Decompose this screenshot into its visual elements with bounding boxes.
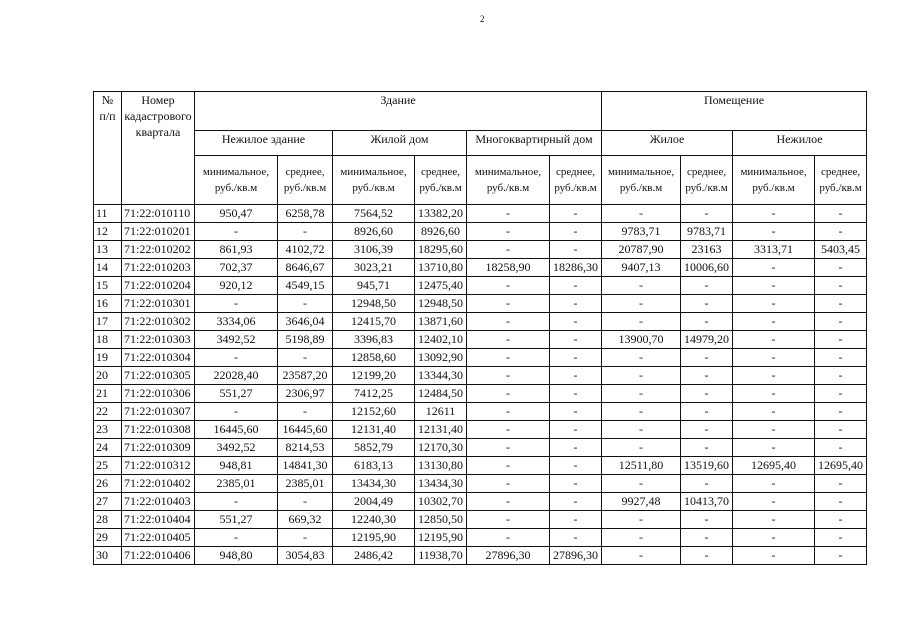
- header-num: № п/п: [94, 92, 122, 205]
- value-cell: 5852,79: [333, 439, 415, 457]
- row-number-cell: 12: [94, 223, 122, 241]
- value-cell: -: [467, 223, 550, 241]
- row-number-cell: 18: [94, 331, 122, 349]
- quarter-cell: 71:22:010303: [122, 331, 195, 349]
- table-row: [94, 241, 867, 259]
- value-cell: -: [550, 277, 602, 295]
- value-cell: -: [815, 385, 867, 403]
- value-cell: -: [733, 511, 815, 529]
- value-cell: -: [467, 241, 550, 259]
- value-cell: -: [602, 385, 681, 403]
- value-cell: -: [815, 421, 867, 439]
- value-cell: 13434,30: [415, 475, 467, 493]
- value-cell: -: [550, 295, 602, 313]
- table-row: [94, 403, 867, 421]
- value-cell: -: [733, 331, 815, 349]
- value-cell: 13434,30: [333, 475, 415, 493]
- value-cell: 12170,30: [415, 439, 467, 457]
- header-building: Здание: [195, 92, 602, 131]
- row-number-cell: 16: [94, 295, 122, 313]
- value-cell: 20787,90: [602, 241, 681, 259]
- header-avg: среднее, руб./кв.м: [278, 156, 333, 205]
- row-number-cell: 11: [94, 205, 122, 223]
- row-number-cell: 28: [94, 511, 122, 529]
- table-row: [94, 313, 867, 331]
- value-cell: -: [815, 259, 867, 277]
- value-cell: -: [550, 205, 602, 223]
- value-cell: 10413,70: [681, 493, 733, 511]
- row-number-cell: 30: [94, 547, 122, 565]
- value-cell: -: [815, 367, 867, 385]
- value-cell: 12131,40: [333, 421, 415, 439]
- value-cell: 12858,60: [333, 349, 415, 367]
- value-cell: 2306,97: [278, 385, 333, 403]
- value-cell: -: [815, 403, 867, 421]
- header-min: минимальное, руб./кв.м: [467, 156, 550, 205]
- value-cell: -: [602, 295, 681, 313]
- table-row: [94, 367, 867, 385]
- value-cell: -: [550, 313, 602, 331]
- value-cell: 6258,78: [278, 205, 333, 223]
- quarter-cell: 71:22:010305: [122, 367, 195, 385]
- value-cell: -: [733, 529, 815, 547]
- value-cell: -: [195, 295, 278, 313]
- value-cell: -: [681, 421, 733, 439]
- value-cell: -: [815, 511, 867, 529]
- row-number-cell: 15: [94, 277, 122, 295]
- value-cell: -: [815, 493, 867, 511]
- header-min: минимальное, руб./кв.м: [333, 156, 415, 205]
- value-cell: 9783,71: [681, 223, 733, 241]
- header-residential-house: Жилой дом: [333, 131, 467, 156]
- row-number-cell: 29: [94, 529, 122, 547]
- row-number-cell: 17: [94, 313, 122, 331]
- value-cell: -: [815, 205, 867, 223]
- value-cell: -: [550, 529, 602, 547]
- quarter-cell: 71:22:010202: [122, 241, 195, 259]
- value-cell: 920,12: [195, 277, 278, 295]
- value-cell: 13382,20: [415, 205, 467, 223]
- value-cell: 9783,71: [602, 223, 681, 241]
- value-cell: -: [602, 403, 681, 421]
- header-apartment-building: Многоквартирный дом: [467, 131, 602, 156]
- row-number-cell: 26: [94, 475, 122, 493]
- quarter-cell: 71:22:010306: [122, 385, 195, 403]
- value-cell: 13344,30: [415, 367, 467, 385]
- value-cell: -: [681, 295, 733, 313]
- value-cell: 2004,49: [333, 493, 415, 511]
- value-cell: 669,32: [278, 511, 333, 529]
- value-cell: 23587,20: [278, 367, 333, 385]
- value-cell: -: [467, 277, 550, 295]
- value-cell: -: [467, 313, 550, 331]
- quarter-cell: 71:22:010201: [122, 223, 195, 241]
- header-min: минимальное, руб./кв.м: [195, 156, 278, 205]
- value-cell: -: [278, 403, 333, 421]
- row-number-cell: 13: [94, 241, 122, 259]
- value-cell: -: [602, 205, 681, 223]
- value-cell: -: [681, 547, 733, 565]
- value-cell: -: [467, 475, 550, 493]
- value-cell: 27896,30: [550, 547, 602, 565]
- value-cell: -: [550, 331, 602, 349]
- value-cell: -: [467, 367, 550, 385]
- table-row: [94, 421, 867, 439]
- table-row: [94, 349, 867, 367]
- value-cell: -: [467, 205, 550, 223]
- value-cell: 13092,90: [415, 349, 467, 367]
- header-avg: среднее, руб./кв.м: [550, 156, 602, 205]
- value-cell: -: [550, 493, 602, 511]
- value-cell: -: [195, 403, 278, 421]
- table-row: [94, 529, 867, 547]
- table-header: [94, 92, 867, 205]
- header-premises: Помещение: [602, 92, 867, 131]
- quarter-cell: 71:22:010402: [122, 475, 195, 493]
- value-cell: -: [467, 421, 550, 439]
- value-cell: 12131,40: [415, 421, 467, 439]
- value-cell: 948,80: [195, 547, 278, 565]
- value-cell: -: [550, 241, 602, 259]
- value-cell: -: [602, 547, 681, 565]
- value-cell: 12695,40: [815, 457, 867, 475]
- table-body: [94, 205, 867, 565]
- value-cell: 12240,30: [333, 511, 415, 529]
- value-cell: -: [550, 385, 602, 403]
- value-cell: 12402,10: [415, 331, 467, 349]
- value-cell: -: [733, 223, 815, 241]
- value-cell: 13519,60: [681, 457, 733, 475]
- value-cell: -: [467, 493, 550, 511]
- value-cell: -: [815, 547, 867, 565]
- page-number: 2: [480, 14, 485, 24]
- value-cell: -: [681, 313, 733, 331]
- value-cell: 3313,71: [733, 241, 815, 259]
- value-cell: 14841,30: [278, 457, 333, 475]
- quarter-cell: 71:22:010309: [122, 439, 195, 457]
- value-cell: -: [467, 439, 550, 457]
- header-nonresidential-building: Нежилое здание: [195, 131, 333, 156]
- value-cell: -: [550, 367, 602, 385]
- value-cell: -: [815, 529, 867, 547]
- value-cell: 13130,80: [415, 457, 467, 475]
- table-row: [94, 547, 867, 565]
- value-cell: 18295,60: [415, 241, 467, 259]
- table-row: [94, 385, 867, 403]
- value-cell: -: [681, 511, 733, 529]
- value-cell: -: [195, 349, 278, 367]
- value-cell: 8646,67: [278, 259, 333, 277]
- value-cell: -: [815, 277, 867, 295]
- row-number-cell: 27: [94, 493, 122, 511]
- value-cell: -: [815, 349, 867, 367]
- table-row: [94, 439, 867, 457]
- value-cell: -: [467, 331, 550, 349]
- table-row: [94, 457, 867, 475]
- table-row: [94, 331, 867, 349]
- value-cell: 23163: [681, 241, 733, 259]
- value-cell: 551,27: [195, 385, 278, 403]
- row-number-cell: 21: [94, 385, 122, 403]
- value-cell: -: [815, 331, 867, 349]
- value-cell: -: [733, 547, 815, 565]
- header-quarter: Номер кадастрового квартала: [122, 92, 195, 205]
- value-cell: -: [733, 475, 815, 493]
- value-cell: -: [550, 475, 602, 493]
- value-cell: -: [602, 511, 681, 529]
- quarter-cell: 71:22:010301: [122, 295, 195, 313]
- value-cell: 3106,39: [333, 241, 415, 259]
- value-cell: -: [195, 223, 278, 241]
- value-cell: -: [278, 295, 333, 313]
- value-cell: -: [550, 403, 602, 421]
- value-cell: 3334,06: [195, 313, 278, 331]
- value-cell: 16445,60: [195, 421, 278, 439]
- value-cell: -: [550, 457, 602, 475]
- value-cell: -: [733, 349, 815, 367]
- cadastral-value-table: [93, 91, 867, 565]
- value-cell: -: [681, 205, 733, 223]
- header-nonresidential-premises: Нежилое: [733, 131, 867, 156]
- value-cell: 945,71: [333, 277, 415, 295]
- row-number-cell: 22: [94, 403, 122, 421]
- value-cell: -: [550, 349, 602, 367]
- value-cell: -: [733, 493, 815, 511]
- value-cell: -: [681, 385, 733, 403]
- value-cell: 12195,90: [415, 529, 467, 547]
- value-cell: 22028,40: [195, 367, 278, 385]
- header-min: минимальное, руб./кв.м: [733, 156, 815, 205]
- value-cell: 3396,83: [333, 331, 415, 349]
- value-cell: 8926,60: [333, 223, 415, 241]
- value-cell: 861,93: [195, 241, 278, 259]
- row-number-cell: 24: [94, 439, 122, 457]
- value-cell: -: [815, 223, 867, 241]
- value-cell: -: [195, 529, 278, 547]
- value-cell: 950,47: [195, 205, 278, 223]
- value-cell: 12948,50: [333, 295, 415, 313]
- table-row: [94, 205, 867, 223]
- value-cell: -: [681, 277, 733, 295]
- quarter-cell: 71:22:010304: [122, 349, 195, 367]
- value-cell: -: [602, 367, 681, 385]
- table-row: [94, 223, 867, 241]
- value-cell: 9927,48: [602, 493, 681, 511]
- value-cell: 551,27: [195, 511, 278, 529]
- value-cell: -: [602, 277, 681, 295]
- value-cell: 13871,60: [415, 313, 467, 331]
- value-cell: 13900,70: [602, 331, 681, 349]
- row-number-cell: 19: [94, 349, 122, 367]
- value-cell: -: [550, 223, 602, 241]
- value-cell: -: [278, 223, 333, 241]
- quarter-cell: 71:22:010403: [122, 493, 195, 511]
- value-cell: -: [550, 439, 602, 457]
- value-cell: 16445,60: [278, 421, 333, 439]
- value-cell: 12948,50: [415, 295, 467, 313]
- value-cell: 948,81: [195, 457, 278, 475]
- value-cell: 8926,60: [415, 223, 467, 241]
- value-cell: -: [602, 529, 681, 547]
- value-cell: -: [733, 439, 815, 457]
- value-cell: 12511,80: [602, 457, 681, 475]
- value-cell: -: [733, 259, 815, 277]
- value-cell: 8214,53: [278, 439, 333, 457]
- table-row: [94, 493, 867, 511]
- value-cell: 13710,80: [415, 259, 467, 277]
- value-cell: -: [815, 475, 867, 493]
- value-cell: 5403,45: [815, 241, 867, 259]
- value-cell: 12695,40: [733, 457, 815, 475]
- quarter-cell: 71:22:010406: [122, 547, 195, 565]
- value-cell: -: [815, 439, 867, 457]
- value-cell: 4549,15: [278, 277, 333, 295]
- value-cell: 12415,70: [333, 313, 415, 331]
- value-cell: -: [195, 493, 278, 511]
- value-cell: -: [733, 385, 815, 403]
- value-cell: -: [681, 529, 733, 547]
- value-cell: -: [467, 457, 550, 475]
- value-cell: 18258,90: [467, 259, 550, 277]
- value-cell: -: [602, 349, 681, 367]
- quarter-cell: 71:22:010302: [122, 313, 195, 331]
- value-cell: 4102,72: [278, 241, 333, 259]
- value-cell: 12475,40: [415, 277, 467, 295]
- value-cell: -: [733, 403, 815, 421]
- value-cell: 3492,52: [195, 331, 278, 349]
- table-row: [94, 511, 867, 529]
- value-cell: 2486,42: [333, 547, 415, 565]
- value-cell: 10302,70: [415, 493, 467, 511]
- value-cell: -: [467, 295, 550, 313]
- value-cell: 12195,90: [333, 529, 415, 547]
- value-cell: 2385,01: [278, 475, 333, 493]
- value-cell: 702,37: [195, 259, 278, 277]
- value-cell: -: [602, 439, 681, 457]
- value-cell: -: [815, 313, 867, 331]
- value-cell: -: [278, 349, 333, 367]
- value-cell: -: [602, 421, 681, 439]
- value-cell: -: [467, 511, 550, 529]
- value-cell: -: [467, 403, 550, 421]
- value-cell: 12199,20: [333, 367, 415, 385]
- quarter-cell: 71:22:010312: [122, 457, 195, 475]
- value-cell: -: [602, 313, 681, 331]
- value-cell: -: [815, 295, 867, 313]
- value-cell: 3646,04: [278, 313, 333, 331]
- value-cell: -: [550, 421, 602, 439]
- header-avg: среднее, руб./кв.м: [681, 156, 733, 205]
- value-cell: 6183,13: [333, 457, 415, 475]
- value-cell: 12611: [415, 403, 467, 421]
- value-cell: -: [733, 205, 815, 223]
- value-cell: -: [550, 511, 602, 529]
- quarter-cell: 71:22:010204: [122, 277, 195, 295]
- value-cell: -: [681, 349, 733, 367]
- value-cell: -: [733, 295, 815, 313]
- value-cell: -: [602, 475, 681, 493]
- value-cell: -: [733, 421, 815, 439]
- value-cell: 7564,52: [333, 205, 415, 223]
- header-avg: среднее, руб./кв.м: [415, 156, 467, 205]
- value-cell: -: [681, 439, 733, 457]
- value-cell: -: [681, 367, 733, 385]
- quarter-cell: 71:22:010308: [122, 421, 195, 439]
- table-row: [94, 259, 867, 277]
- value-cell: -: [733, 313, 815, 331]
- value-cell: 9407,13: [602, 259, 681, 277]
- row-number-cell: 23: [94, 421, 122, 439]
- value-cell: -: [278, 493, 333, 511]
- value-cell: -: [467, 385, 550, 403]
- value-cell: 3492,52: [195, 439, 278, 457]
- quarter-cell: 71:22:010110: [122, 205, 195, 223]
- value-cell: 12484,50: [415, 385, 467, 403]
- value-cell: -: [681, 403, 733, 421]
- value-cell: -: [733, 277, 815, 295]
- value-cell: 14979,20: [681, 331, 733, 349]
- value-cell: 10006,60: [681, 259, 733, 277]
- quarter-cell: 71:22:010404: [122, 511, 195, 529]
- value-cell: 12850,50: [415, 511, 467, 529]
- quarter-cell: 71:22:010203: [122, 259, 195, 277]
- row-number-cell: 25: [94, 457, 122, 475]
- quarter-cell: 71:22:010307: [122, 403, 195, 421]
- value-cell: 18286,30: [550, 259, 602, 277]
- value-cell: 3054,83: [278, 547, 333, 565]
- value-cell: 27896,30: [467, 547, 550, 565]
- value-cell: 2385,01: [195, 475, 278, 493]
- header-min: минимальное, руб./кв.м: [602, 156, 681, 205]
- row-number-cell: 14: [94, 259, 122, 277]
- table-row: [94, 475, 867, 493]
- table-row: [94, 295, 867, 313]
- value-cell: 7412,25: [333, 385, 415, 403]
- table-row: [94, 277, 867, 295]
- value-cell: 11938,70: [415, 547, 467, 565]
- value-cell: -: [467, 529, 550, 547]
- value-cell: -: [467, 349, 550, 367]
- value-cell: -: [278, 529, 333, 547]
- value-cell: 3023,21: [333, 259, 415, 277]
- row-number-cell: 20: [94, 367, 122, 385]
- value-cell: -: [733, 367, 815, 385]
- quarter-cell: 71:22:010405: [122, 529, 195, 547]
- value-cell: 5198,89: [278, 331, 333, 349]
- header-residential-premises: Жилое: [602, 131, 733, 156]
- value-cell: -: [681, 475, 733, 493]
- value-cell: 12152,60: [333, 403, 415, 421]
- header-avg: среднее, руб./кв.м: [815, 156, 867, 205]
